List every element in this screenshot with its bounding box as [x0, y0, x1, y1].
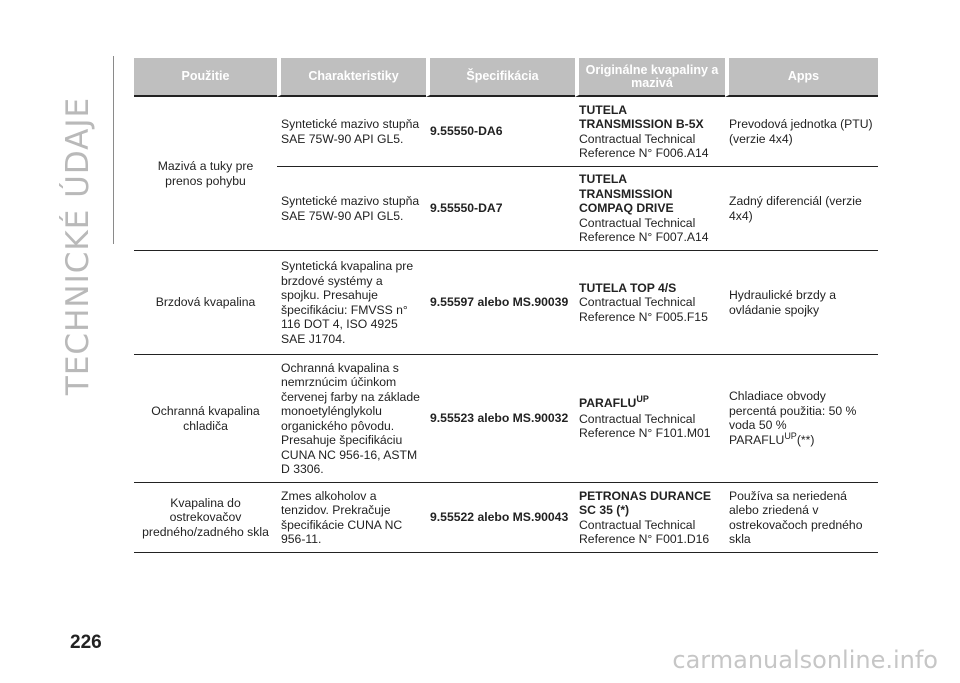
page-number: 226	[70, 632, 102, 653]
specification-cell	[426, 251, 575, 355]
apps-cell	[725, 355, 878, 483]
section-divider	[113, 56, 114, 244]
header-original-fluids: Originálne kvapaliny a mazivá	[575, 58, 725, 97]
product-reference: Contractual Technical Reference N° F006.A14	[579, 131, 709, 160]
characteristics-cell: Syntetická kvapalina pre brzdové systémy a spojku. Presahuje špecifikáciu: FMVSS n° 116 DOT 4, ISO 4925 SAE J1704.	[277, 251, 426, 355]
usage-cell: Ochranná kvapalina chladiča	[134, 355, 277, 483]
header-usage: Použitie	[134, 58, 277, 97]
usage-cell: Mazivá a tuky pre prenos pohybu	[134, 97, 277, 251]
product-name-text: PARAFLU	[579, 396, 637, 411]
apps-text: Chladiace obvody percentá použitia: 50 % voda 50 % PARAFLU	[729, 389, 857, 447]
characteristics-cell: Ochranná kvapalina s nemrznúcim účinkom červenej farby na základe monoetylénglykolu organického pôvodu. Presahuje špecifikáciu CUNA NC 956-16, ASTM D 3306.	[277, 355, 426, 483]
apps-superscript: UP	[784, 430, 797, 441]
product-name: TUTELA TOP 4/S	[579, 280, 677, 295]
product-reference: Contractual Technical Reference N° F005.F15	[579, 295, 708, 324]
product-cell	[575, 483, 725, 553]
table-header-row	[134, 58, 878, 97]
table-row	[134, 251, 878, 355]
characteristics-cell: Syntetické mazivo stupňa SAE 75W-90 API GL5.	[277, 167, 426, 251]
product-cell	[575, 251, 725, 355]
specification-cell	[426, 483, 575, 553]
watermark: carmanualsonline.info	[672, 646, 938, 674]
specification-cell	[426, 355, 575, 483]
table-row	[134, 97, 878, 167]
section-title: TECHNICKÉ ÚDAJE	[60, 96, 96, 396]
header-apps: Apps	[725, 58, 878, 97]
product-cell	[575, 167, 725, 251]
usage-cell: Brzdová kvapalina	[134, 251, 277, 355]
product-cell	[575, 355, 725, 483]
product-name	[579, 396, 721, 412]
header-characteristics: Charakteristiky	[277, 58, 426, 97]
product-reference: Contractual Technical Reference N° F001.D16	[579, 517, 710, 546]
characteristics-cell: Syntetické mazivo stupňa SAE 75W-90 API GL5.	[277, 97, 426, 167]
product-reference: Contractual Technical Reference N° F007.A14	[579, 215, 709, 245]
specification-code: 9.55523 alebo MS.90032	[430, 411, 569, 426]
product-reference: Contractual Technical Reference N° F101.M01	[579, 411, 711, 441]
product-cell	[575, 97, 725, 167]
header-specification: Špecifikácia	[426, 58, 575, 97]
specification-code: 9.55522 alebo MS.90043	[430, 510, 569, 525]
table-row	[134, 483, 878, 553]
apps-cell: Používa sa neriedená alebo zriedená v ostrekovačoch predného skla	[725, 483, 878, 553]
specification-cell	[426, 97, 575, 167]
table-row	[134, 355, 878, 483]
apps-cell: Zadný diferenciál (verzie 4x4)	[725, 167, 878, 251]
specification-code: 9.55597 alebo MS.90039	[430, 295, 569, 310]
specification-cell	[426, 167, 575, 251]
apps-cell: Hydraulické brzdy a ovládanie spojky	[725, 251, 878, 355]
apps-footnote-ref: (**)	[796, 432, 815, 447]
characteristics-cell: Zmes alkoholov a tenzidov. Prekračuje špecifikácie CUNA NC 956-11.	[277, 483, 426, 553]
product-name: PETRONAS DURANCE SC 35 (*)	[579, 488, 712, 517]
product-superscript: UP	[636, 394, 649, 405]
specification-code: 9.55550-DA7	[430, 201, 503, 216]
product-name: TUTELA TRANSMISSION COMPAQ DRIVE	[579, 172, 674, 216]
fluids-specification-table	[134, 58, 878, 553]
apps-cell: Prevodová jednotka (PTU) (verzie 4x4)	[725, 97, 878, 167]
usage-cell: Kvapalina do ostrekovačov predného/zadného skla	[134, 483, 277, 553]
specification-code: 9.55550-DA6	[430, 124, 503, 139]
product-name: TUTELA TRANSMISSION B-5X	[579, 102, 704, 131]
